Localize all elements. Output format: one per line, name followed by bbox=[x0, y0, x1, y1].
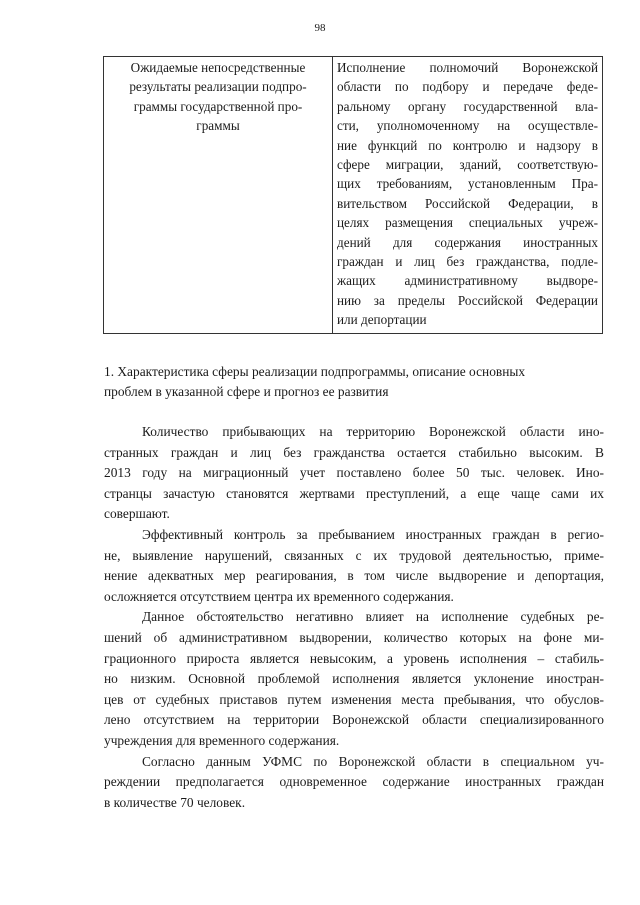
cell-value-line: ние функций по контролю и надзору в bbox=[337, 137, 598, 153]
paragraph-line: странных граждан и лиц без гражданства остается стабильно высоким. В bbox=[104, 444, 604, 460]
cell-value-line: жащих административному выдворе- bbox=[337, 273, 598, 289]
table-cell-label bbox=[104, 57, 333, 334]
paragraph-line: учреждения для временного содержания. bbox=[104, 732, 340, 748]
paragraph-line: но низким. Основной проблемой исполнения является уклонение иностран- bbox=[104, 671, 604, 687]
paragraph-line: лено отсутствием на территории Воронежской области специализированного bbox=[104, 712, 604, 728]
cell-value-line: щих требованиям, установленным Пра- bbox=[337, 176, 598, 192]
paragraph-line: шений об административном выдворении, количество которых на фоне ми- bbox=[104, 629, 604, 645]
paragraph-line: Количество прибывающих на территорию Воронежской области ино- bbox=[142, 424, 604, 439]
paragraph bbox=[104, 525, 604, 607]
cell-value-line: сфере миграции, зданий, соответствую- bbox=[337, 157, 598, 173]
paragraph-line: в количестве 70 человек. bbox=[104, 794, 246, 810]
cell-label-line: граммы государственной про- bbox=[133, 98, 303, 114]
paragraph-line: нение адекватных мер реагирования, в том числе выдворение и депортация, bbox=[104, 568, 604, 584]
cell-label-line: граммы bbox=[196, 118, 240, 134]
cell-value-line: области по подбору и передаче феде- bbox=[337, 79, 598, 95]
cell-label-line: результаты реализации подпро- bbox=[129, 79, 307, 95]
cell-value-line: или депортации bbox=[337, 312, 427, 328]
section-heading-line: 1. Характеристика сферы реализации подпрограммы, описание основных bbox=[104, 364, 526, 379]
paragraph bbox=[104, 607, 604, 751]
cell-value-line: Исполнение полномочий Воронежской bbox=[337, 60, 598, 75]
body-text bbox=[104, 422, 604, 813]
paragraph-line: реждении предполагается одновременное содержание иностранных граждан bbox=[104, 774, 604, 790]
paragraph-line: не, выявление нарушений, связанных с их трудовой деятельностью, приме- bbox=[104, 547, 604, 563]
cell-label-line: Ожидаемые непосредственные bbox=[130, 60, 306, 75]
paragraph-line: осложняется отсутствием центра их временного содержания. bbox=[104, 588, 454, 604]
section-heading bbox=[104, 362, 604, 402]
section-heading-line: проблем в указанной сфере и прогноз ее развития bbox=[104, 384, 389, 399]
paragraph-line: 2013 году на миграционный учет поставлено более 50 тыс. человек. Ино- bbox=[104, 465, 604, 481]
table-row bbox=[104, 57, 603, 334]
paragraph bbox=[104, 752, 604, 814]
results-table bbox=[103, 56, 603, 334]
cell-value-line: нию за пределы Российской Федерации bbox=[337, 292, 598, 308]
cell-value-line: целях размещения специальных учреж- bbox=[337, 215, 598, 231]
paragraph-line: грационного прироста является невысоким, а уровень исполнения – стабиль- bbox=[104, 650, 604, 666]
cell-value-line: вительством Российской Федерации, в bbox=[337, 195, 598, 211]
paragraph-line: совершают. bbox=[104, 506, 170, 522]
paragraph bbox=[104, 422, 604, 525]
paragraph-line: Данное обстоятельство негативно влияет на исполнение судебных ре- bbox=[142, 609, 604, 625]
paragraph-line: странцы зачастую становятся жертвами преступлений, а еще чаще сами их bbox=[104, 485, 604, 501]
cell-value-line: ральному органу государственной вла- bbox=[337, 98, 598, 114]
cell-value-line: дений для содержания иностранных bbox=[337, 234, 598, 250]
cell-value-line: сти, уполномоченному на осуществле- bbox=[337, 118, 598, 134]
page-number: 98 bbox=[314, 22, 326, 34]
paragraph-line: Согласно данным УФМС по Воронежской области в специальном уч- bbox=[142, 753, 604, 769]
paragraph-line: Эффективный контроль за пребыванием иностранных граждан в регио- bbox=[142, 526, 604, 542]
paragraph-line: цев от судебных приставов путем изменения места пребывания, что обуслов- bbox=[104, 691, 604, 707]
cell-value-line: граждан и лиц без гражданства, подле- bbox=[337, 254, 598, 270]
table-cell-value bbox=[333, 57, 603, 334]
